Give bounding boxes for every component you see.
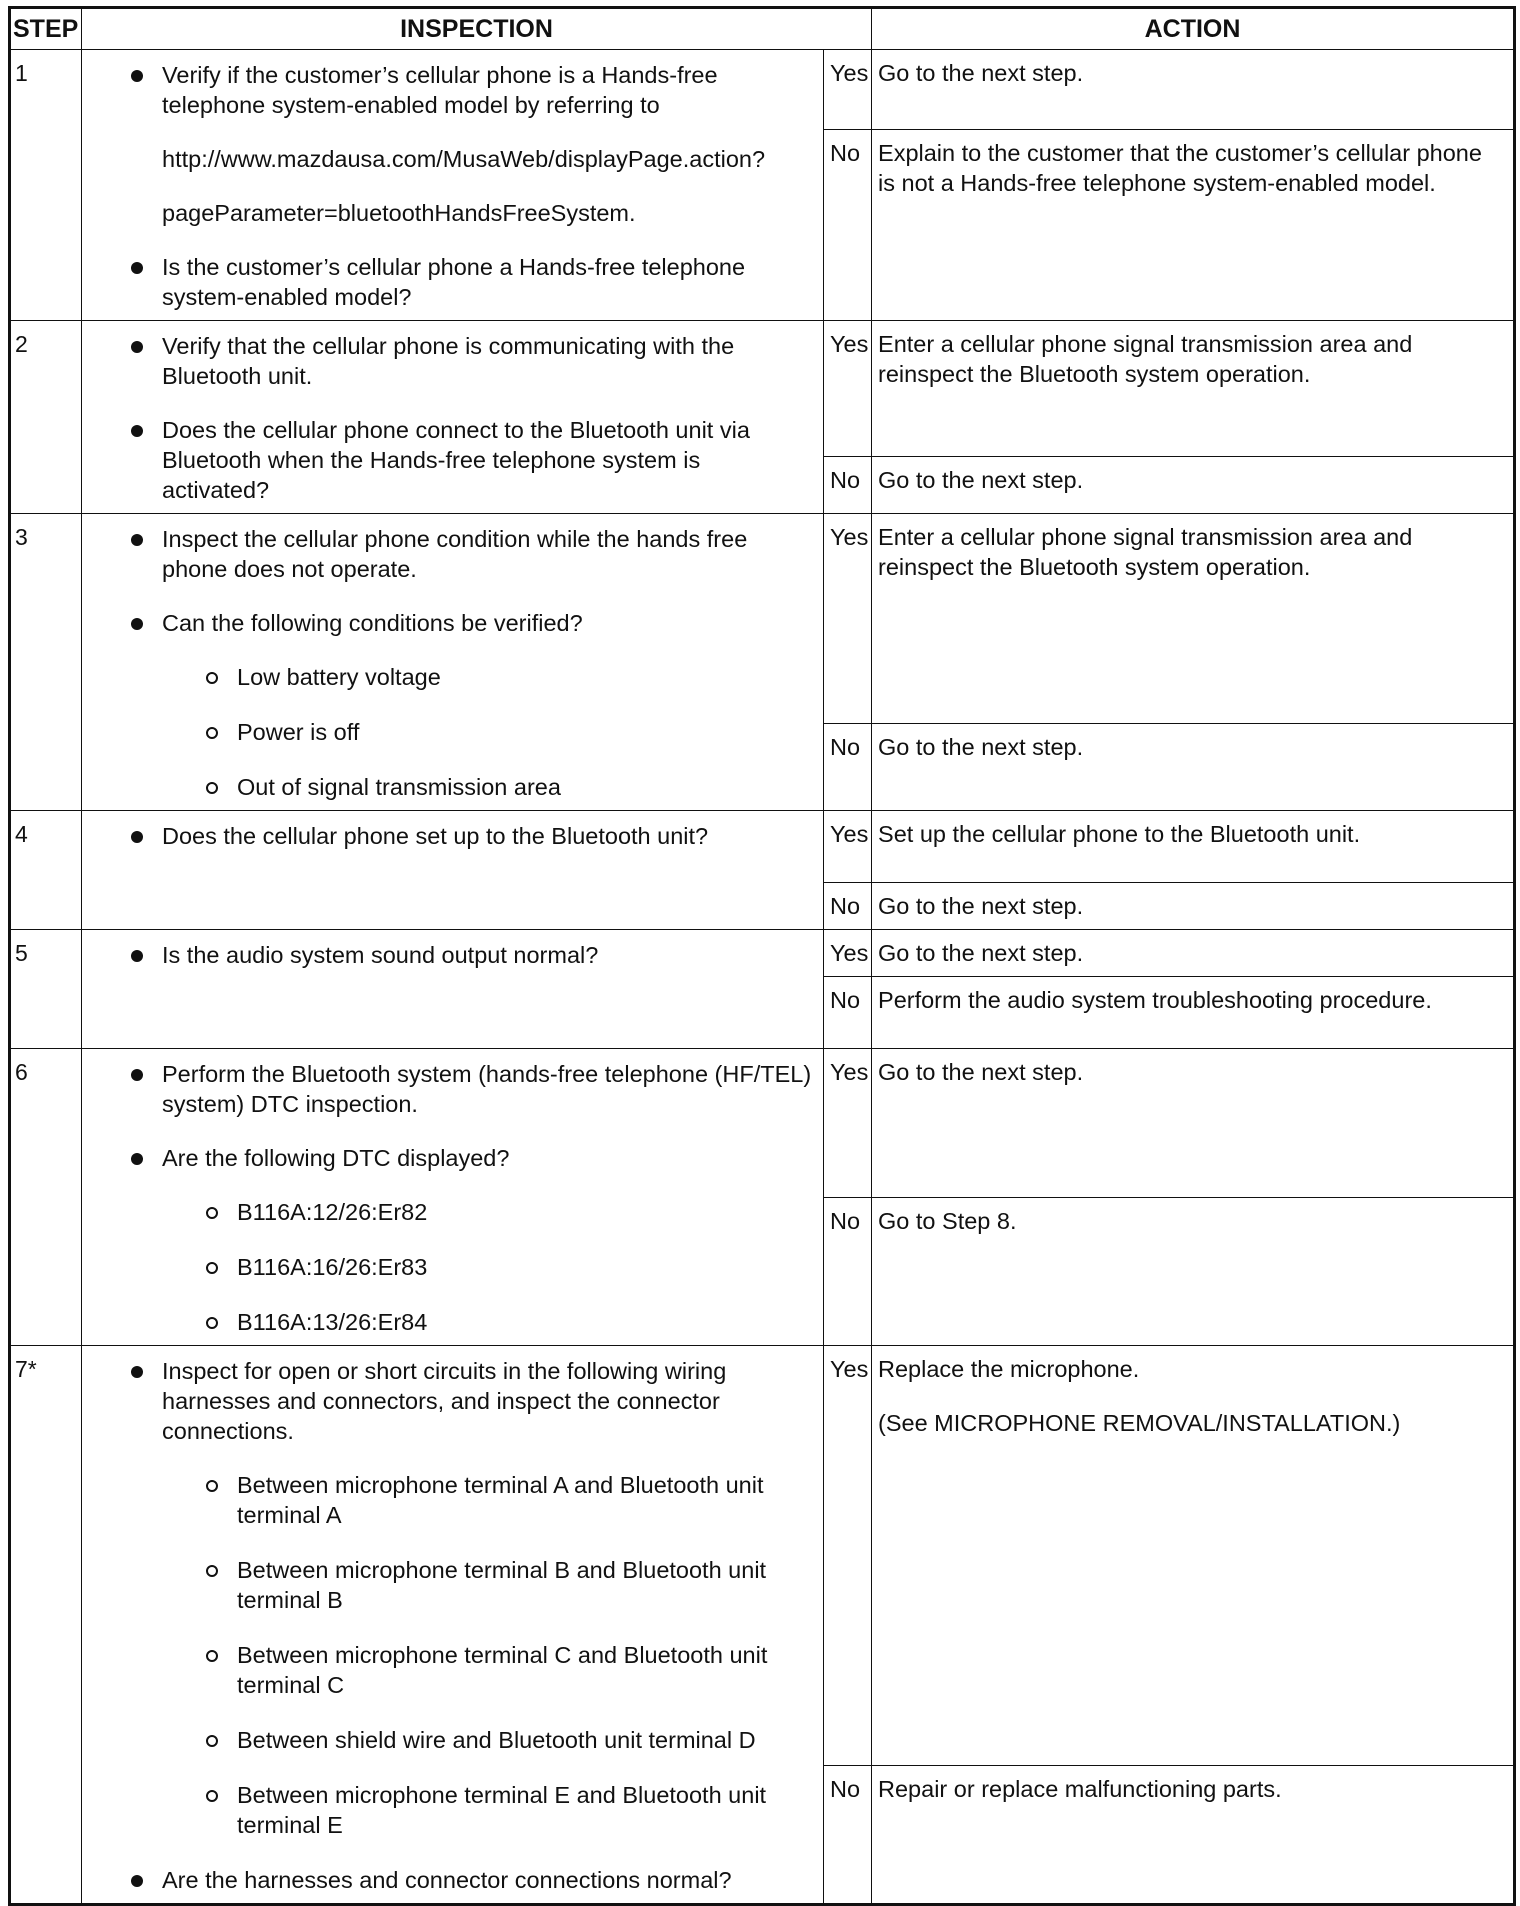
yes-action: Go to the next step. — [872, 1049, 1515, 1198]
sub-list-item: B116A:13/26:Er84 — [82, 1307, 813, 1337]
bullet-icon — [131, 341, 143, 353]
list-item: Is the audio system sound output normal? — [82, 940, 813, 970]
sub-list-item: Between microphone terminal C and Bluetooth unit terminal C — [82, 1640, 813, 1700]
bullet-icon — [131, 1366, 143, 1378]
table-row — [10, 811, 1515, 883]
yes-action — [872, 1346, 1515, 1766]
step-number: 7* — [10, 1346, 82, 1905]
table-row — [10, 930, 1515, 977]
yes-label: Yes — [824, 514, 872, 724]
step-number: 3 — [10, 514, 82, 811]
step-header: STEP — [10, 8, 82, 50]
sub-list-item: Out of signal transmission area — [82, 772, 813, 802]
circle-bullet-icon — [206, 672, 218, 684]
bullet-icon — [131, 1875, 143, 1887]
no-action: Go to the next step. — [872, 456, 1515, 513]
sub-list-item: Low battery voltage — [82, 662, 813, 692]
yes-action: Enter a cellular phone signal transmission area and reinspect the Bluetooth system operation. — [872, 514, 1515, 724]
sub-list-item: B116A:12/26:Er82 — [82, 1197, 813, 1227]
inspection-cell — [82, 1049, 824, 1346]
bullet-icon — [131, 534, 143, 546]
step-number: 5 — [10, 930, 82, 1049]
circle-bullet-icon — [206, 1207, 218, 1219]
yes-label: Yes — [824, 50, 872, 130]
bullet-icon — [131, 950, 143, 962]
yes-action: Go to the next step. — [872, 930, 1515, 977]
bullet-icon — [131, 831, 143, 843]
step-number: 2 — [10, 321, 82, 514]
no-label: No — [824, 1197, 872, 1346]
table-row — [10, 1049, 1515, 1198]
yes-label: Yes — [824, 321, 872, 457]
inspection-header: INSPECTION — [82, 8, 872, 50]
yes-label: Yes — [824, 930, 872, 977]
sub-list-item: Between shield wire and Bluetooth unit terminal D — [82, 1725, 813, 1755]
step-number: 1 — [10, 50, 82, 321]
list-item: Does the cellular phone set up to the Bluetooth unit? — [82, 821, 813, 851]
bullet-icon — [131, 425, 143, 437]
inspection-cell — [82, 930, 824, 1049]
sub-list-item: Between microphone terminal A and Bluetooth unit terminal A — [82, 1470, 813, 1530]
sub-list-item: B116A:16/26:Er83 — [82, 1252, 813, 1282]
list-item: Are the harnesses and connector connections normal? — [82, 1865, 813, 1895]
reference-note: (See MICROPHONE REMOVAL/INSTALLATION.) — [878, 1410, 1401, 1436]
yes-label: Yes — [824, 811, 872, 883]
inspection-cell — [82, 321, 824, 514]
no-label: No — [824, 724, 872, 811]
circle-bullet-icon — [206, 727, 218, 739]
list-item: Perform the Bluetooth system (hands-free telephone (HF/TEL) system) DTC inspection. — [82, 1059, 813, 1119]
bullet-icon — [131, 1153, 143, 1165]
bullet-icon — [131, 618, 143, 630]
url-line: pageParameter=bluetoothHandsFreeSystem. — [162, 200, 636, 226]
no-action: Go to the next step. — [872, 724, 1515, 811]
list-item: Verify that the cellular phone is communicating with the Bluetooth unit. — [82, 331, 813, 391]
list-item: Are the following DTC displayed? — [82, 1143, 813, 1173]
no-action: Perform the audio system troubleshooting procedure. — [872, 977, 1515, 1049]
inspection-cell — [82, 514, 824, 811]
table-row — [10, 1346, 1515, 1766]
list-item: Inspect the cellular phone condition while the hands free phone does not operate. — [82, 524, 813, 584]
yes-action: Set up the cellular phone to the Bluetooth unit. — [872, 811, 1515, 883]
inspection-cell — [82, 50, 824, 321]
no-action: Go to the next step. — [872, 883, 1515, 930]
no-label: No — [824, 1766, 872, 1905]
no-label: No — [824, 977, 872, 1049]
inspection-cell — [82, 1346, 824, 1905]
table-row — [10, 321, 1515, 457]
circle-bullet-icon — [206, 1790, 218, 1802]
action-text: Replace the microphone. — [878, 1356, 1140, 1382]
table-row — [10, 514, 1515, 724]
action-header: ACTION — [872, 8, 1515, 50]
no-label: No — [824, 129, 872, 320]
bullet-icon — [131, 262, 143, 274]
yes-action: Go to the next step. — [872, 50, 1515, 130]
no-action: Go to Step 8. — [872, 1197, 1515, 1346]
step-number: 4 — [10, 811, 82, 930]
list-item: Does the cellular phone connect to the Bluetooth unit via Bluetooth when the Hands-free telephone system is activated? — [82, 415, 813, 505]
list-item: Can the following conditions be verified? — [82, 608, 813, 638]
bullet-icon — [131, 1069, 143, 1081]
header-row — [10, 8, 1515, 50]
circle-bullet-icon — [206, 782, 218, 794]
list-item: Verify if the customer’s cellular phone is a Hands-free telephone system-enabled model by referring to — [82, 60, 813, 120]
inspection-cell — [82, 811, 824, 930]
troubleshooting-table — [8, 6, 1516, 1906]
no-label: No — [824, 456, 872, 513]
circle-bullet-icon — [206, 1262, 218, 1274]
step-number: 6 — [10, 1049, 82, 1346]
url-line: http://www.mazdausa.com/MusaWeb/displayPage.action? — [162, 146, 766, 172]
table-row — [10, 50, 1515, 130]
circle-bullet-icon — [206, 1735, 218, 1747]
circle-bullet-icon — [206, 1650, 218, 1662]
no-action: Explain to the customer that the customer’s cellular phone is not a Hands-free telephone system-enabled model. — [872, 129, 1515, 320]
no-label: No — [824, 883, 872, 930]
sub-list-item: Between microphone terminal B and Bluetooth unit terminal B — [82, 1555, 813, 1615]
circle-bullet-icon — [206, 1317, 218, 1329]
yes-label: Yes — [824, 1346, 872, 1766]
no-action: Repair or replace malfunctioning parts. — [872, 1766, 1515, 1905]
circle-bullet-icon — [206, 1480, 218, 1492]
yes-action: Enter a cellular phone signal transmission area and reinspect the Bluetooth system operation. — [872, 321, 1515, 457]
sub-list-item: Power is off — [82, 717, 813, 747]
list-item: Inspect for open or short circuits in the following wiring harnesses and connectors, and inspect the connector connections. — [82, 1356, 813, 1446]
sub-list-item: Between microphone terminal E and Bluetooth unit terminal E — [82, 1780, 813, 1840]
circle-bullet-icon — [206, 1565, 218, 1577]
bullet-icon — [131, 70, 143, 82]
list-item: Is the customer’s cellular phone a Hands-free telephone system-enabled model? — [82, 252, 813, 312]
yes-label: Yes — [824, 1049, 872, 1198]
